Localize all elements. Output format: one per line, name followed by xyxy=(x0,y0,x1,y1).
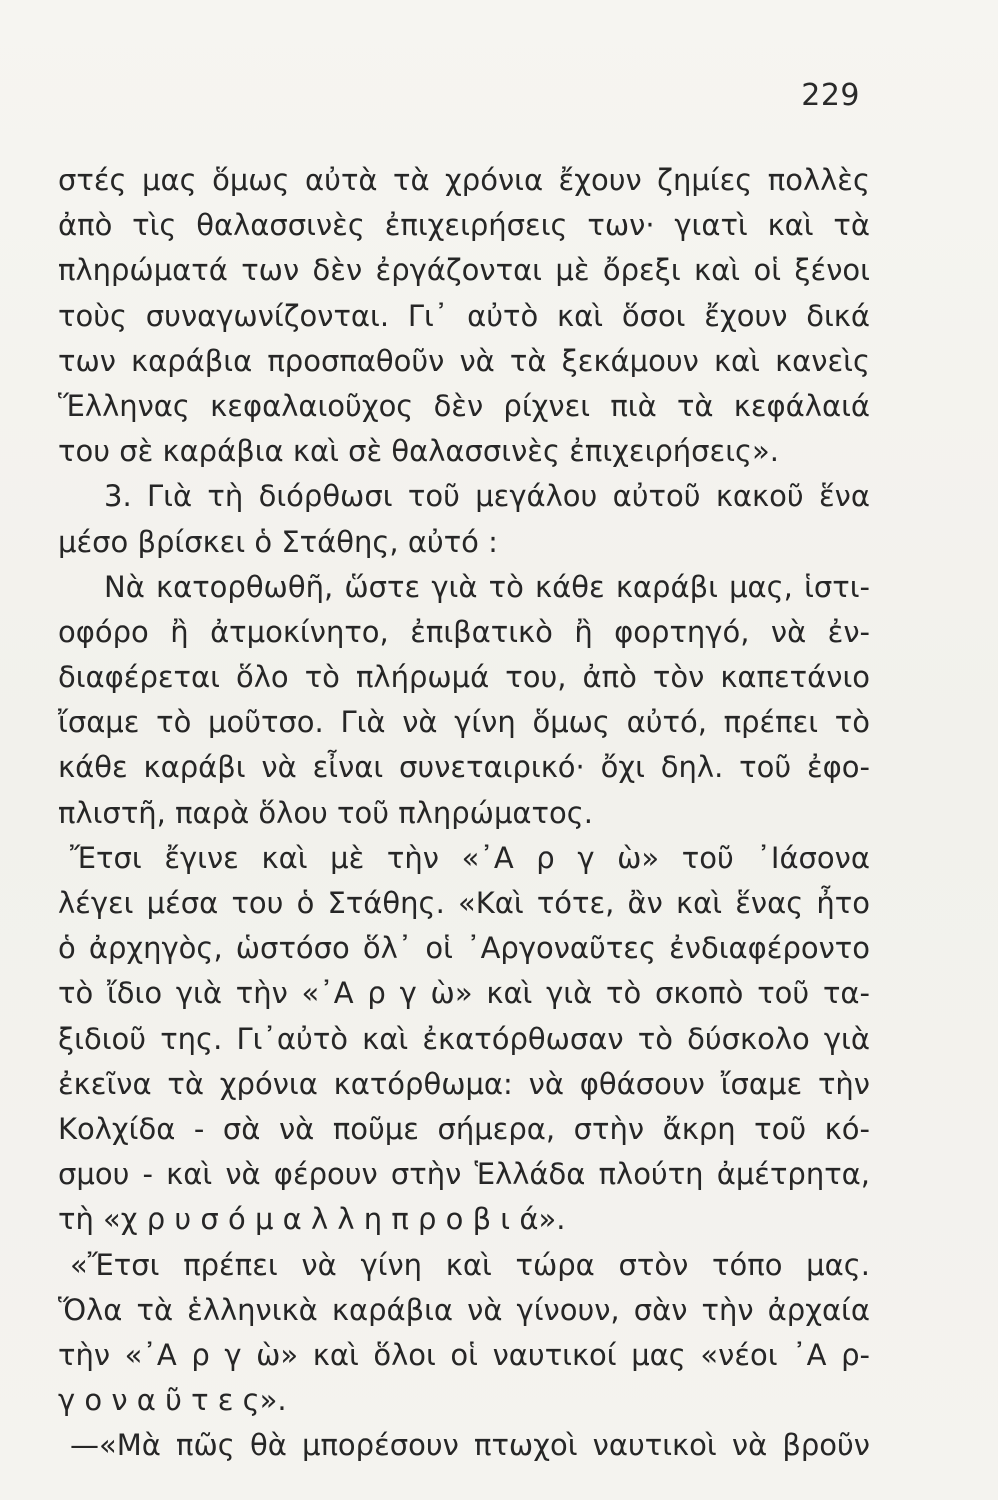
text-line: Ἔτσι ἔγινε καὶ μὲ τὴν «᾿Α ρ γ ὼ» τοῦ ᾿Ιάσονα xyxy=(70,840,870,875)
text-line: τὸ ἴδιο γιὰ τὴν «᾿Α ρ γ ὼ» καὶ γιὰ τὸ σκοπὸ τοῦ τα- xyxy=(58,976,870,1011)
text-line: λέγει μέσα του ὁ Στάθης. «Καὶ τότε, ἂν καὶ ἕνας ἦτο xyxy=(58,886,870,920)
text-line: του σὲ καράβια καὶ σὲ θαλασσινὲς ἐπιχειρήσεις». xyxy=(58,434,780,469)
text-line: Ὅλα τὰ ἑλληνικὰ καράβια νὰ γίνουν, σὰν τὴν ἀρχαία xyxy=(58,1292,870,1327)
text-line: στές μας ὅμως αὐτὰ τὰ χρόνια ἔχουν ζημίες πολλὲς xyxy=(58,163,870,197)
text-line: Νὰ κατορθωθῆ, ὥστε γιὰ τὸ κάθε καράβι μας, ἱστι- xyxy=(104,569,870,604)
text-line: 3. Γιὰ τὴ διόρθωσι τοῦ μεγάλου αὐτοῦ κακοῦ ἕνα xyxy=(104,479,870,514)
text-line: σμου - καὶ νὰ φέρουν στὴν Ἑλλάδα πλούτη ἀμέτρητα, xyxy=(58,1157,870,1192)
text-line: ξιδιοῦ της. Γι᾽αὐτὸ καὶ ἐκατόρθωσαν τὸ δύσκολο γιὰ xyxy=(58,1021,870,1056)
text-line: ὁ ἀρχηγὸς, ὡστόσο ὅλ᾽ οἱ ᾿Αργοναῦτες ἐνδιαφέροντο xyxy=(58,931,870,966)
text-line: πληρώματά των δὲν ἐργάζονται μὲ ὄρεξι καὶ οἱ ξένοι xyxy=(58,253,870,288)
text-line: διαφέρεται ὅλο τὸ πλήρωμά του, ἀπὸ τὸν καπετάνιο xyxy=(58,660,870,695)
text-line: Κολχίδα - σὰ νὰ ποῦμε σήμερα, στὴν ἄκρη τοῦ κό- xyxy=(58,1111,870,1146)
text-line: τοὺς συναγωνίζονται. Γι᾽ αὐτὸ καὶ ὅσοι ἔχουν δικά xyxy=(58,298,870,333)
body-text xyxy=(58,158,870,1468)
text-line: μέσο βρίσκει ὁ Στάθης, αὐτό : xyxy=(58,524,498,559)
text-line: —«Μὰ πῶς θὰ μπορέσουν πτωχοὶ ναυτικοὶ νὰ βροῦν xyxy=(70,1428,870,1463)
text-line: «Ἔτσι πρέπει νὰ γίνη καὶ τώρα στὸν τόπο μας. xyxy=(70,1247,870,1282)
text-line: ἴσαμε τὸ μοῦτσο. Γιὰ νὰ γίνη ὅμως αὐτό, πρέπει τὸ xyxy=(58,705,870,740)
text-line: ἐκεῖνα τὰ χρόνια κατόρθωμα: νὰ φθάσουν ἴσαμε τὴν xyxy=(58,1066,870,1101)
text-line: γ ο ν α ῦ τ ε ς». xyxy=(58,1383,287,1418)
text-line: κάθε καράβι νὰ εἶναι συνεταιρικό· ὄχι δηλ. τοῦ ἐφο- xyxy=(58,750,870,785)
text-line: ἀπὸ τὶς θαλασσινὲς ἐπιχειρήσεις των· γιατὶ καὶ τὰ xyxy=(58,208,870,243)
text-line: πλιστῆ, παρὰ ὅλου τοῦ πληρώματος. xyxy=(58,795,593,830)
text-line: τὴν «᾿Α ρ γ ὼ» καὶ ὅλοι οἱ ναυτικοί μας «νέοι ᾿Α ρ- xyxy=(58,1337,870,1372)
page-number: 229 xyxy=(801,78,860,113)
text-line: οφόρο ἢ ἀτμοκίνητο, ἐπιβατικὸ ἢ φορτηγό, νὰ ἐν- xyxy=(58,614,870,649)
text-line: των καράβια προσπαθοῦν νὰ τὰ ξεκάμουν καὶ κανεὶς xyxy=(58,343,870,378)
text-line: Ἕλληνας κεφαλαιοῦχος δὲν ρίχνει πιὰ τὰ κεφάλαιά xyxy=(58,388,870,423)
text-line: τὴ «χ ρ υ σ ό μ α λ λ η π ρ ο β ι ά». xyxy=(58,1202,566,1237)
